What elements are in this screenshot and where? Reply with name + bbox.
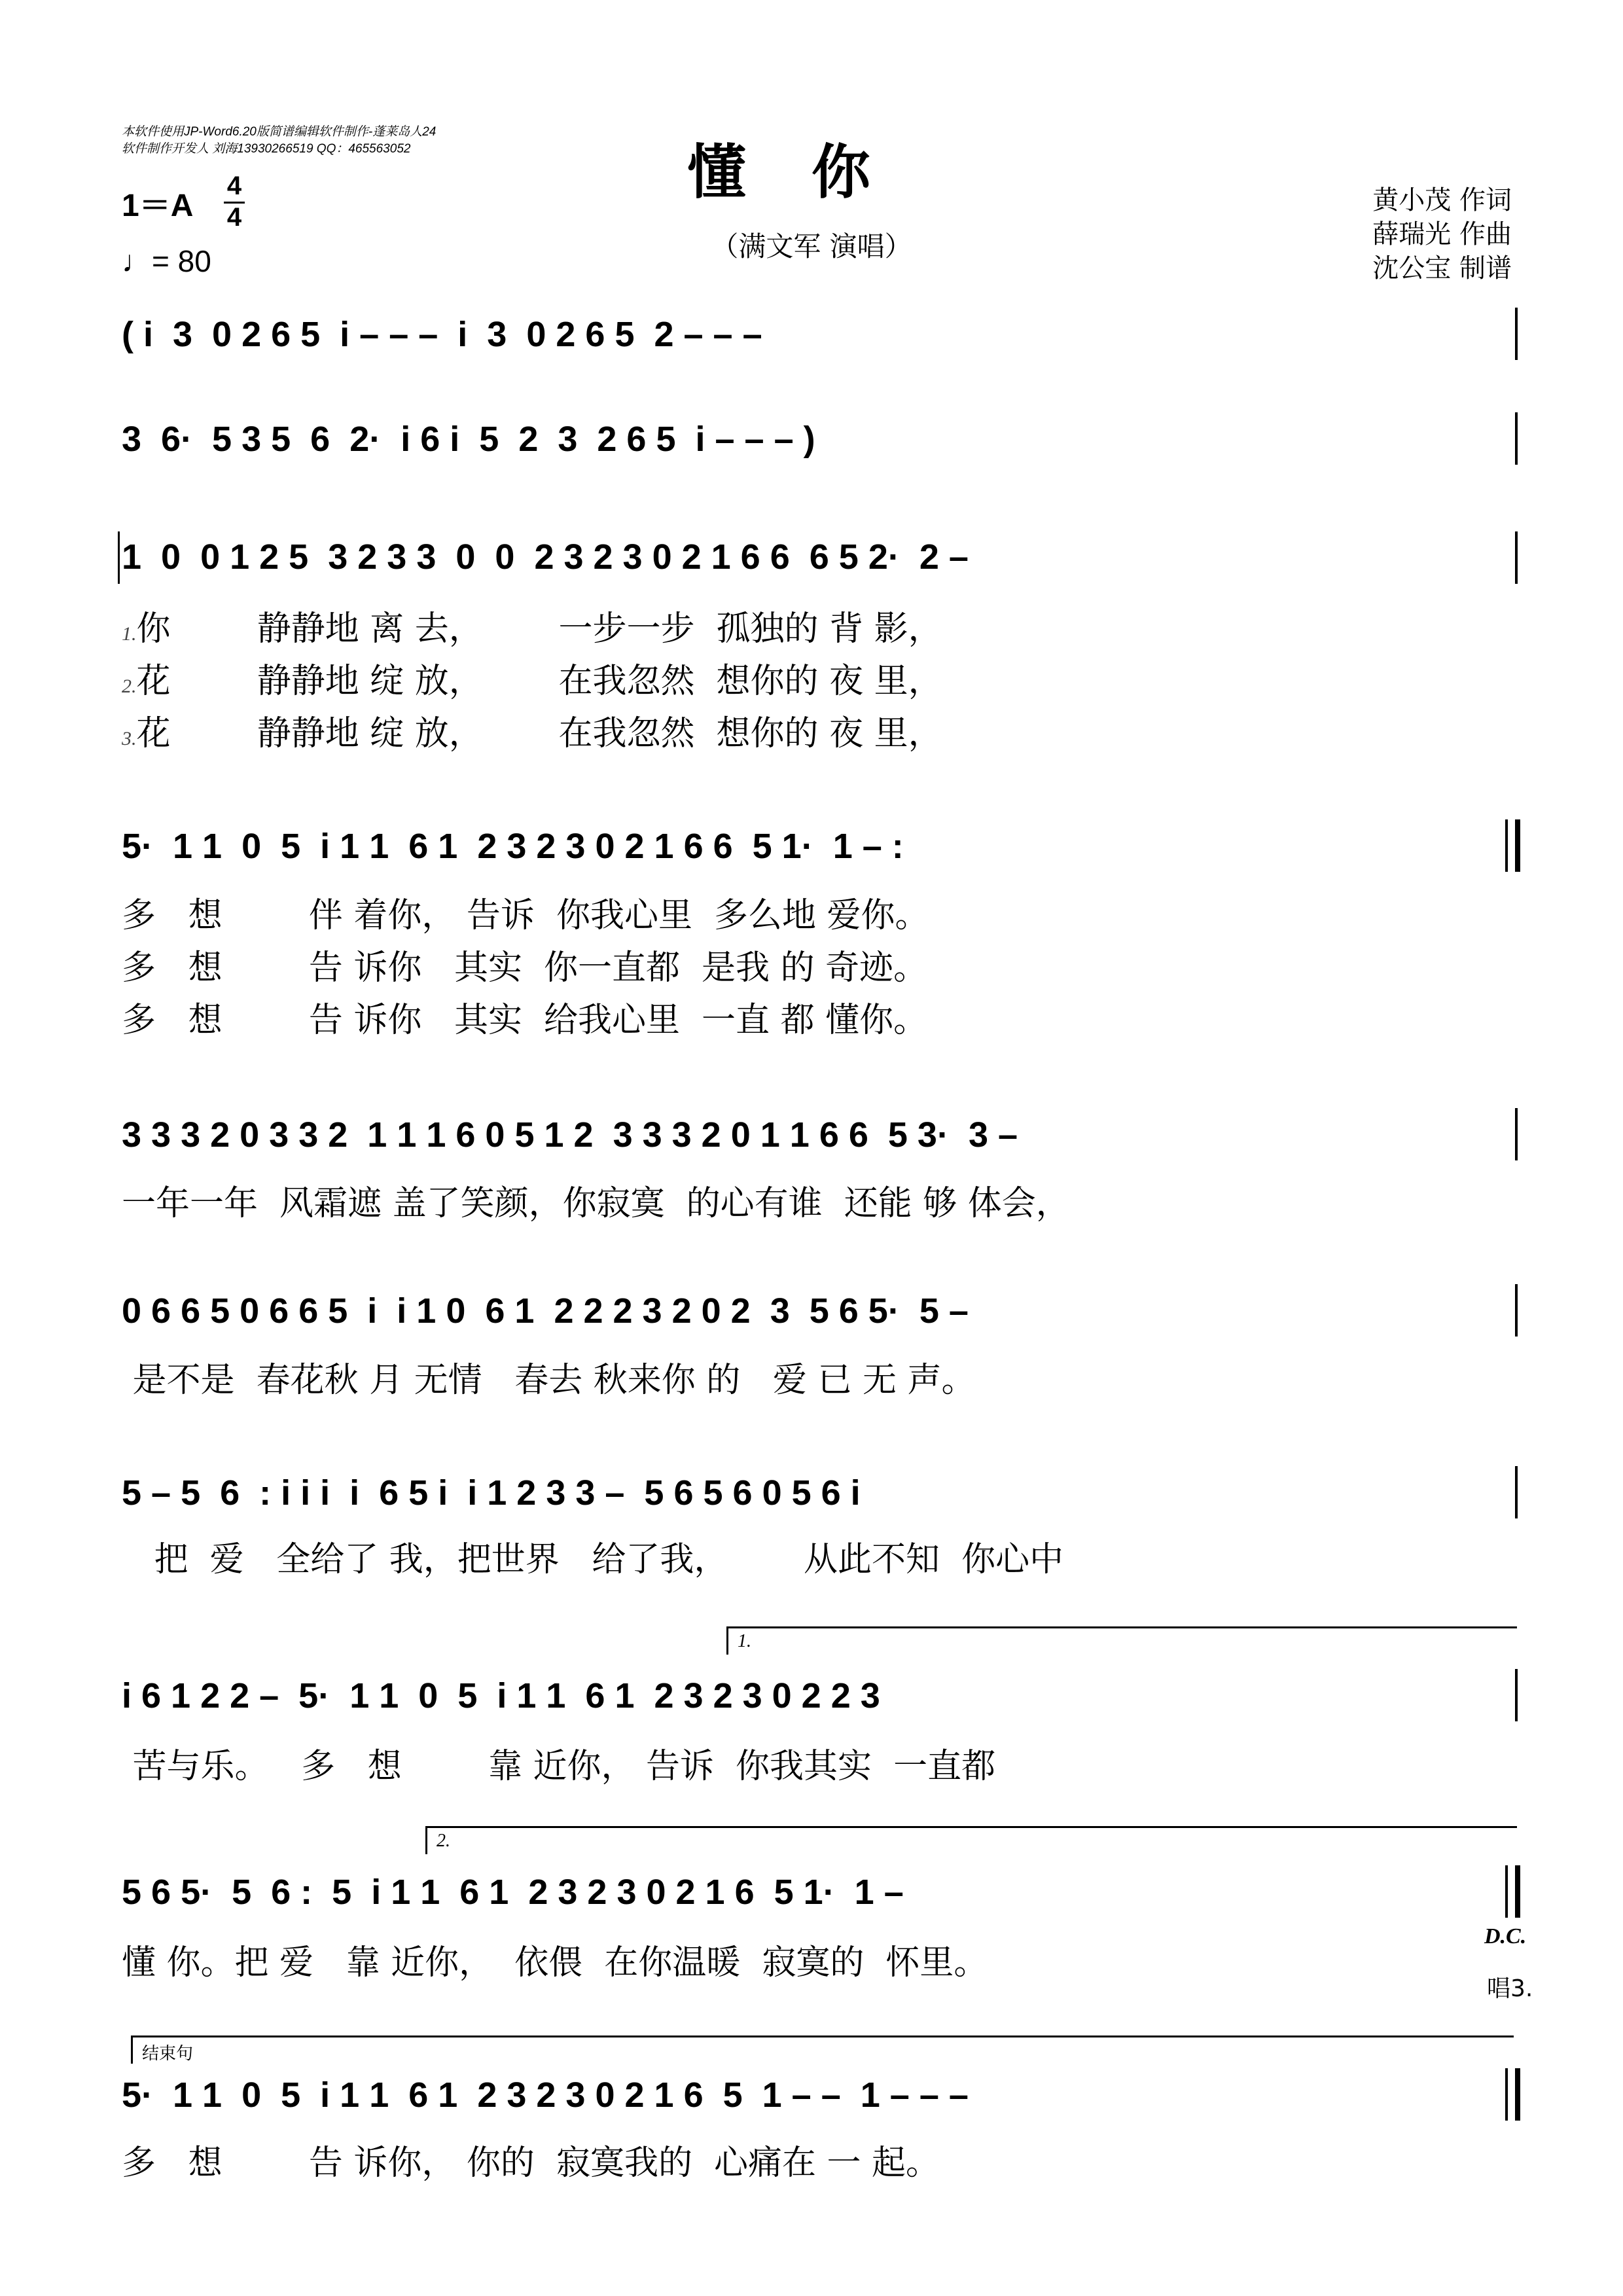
verse-number: 3.	[122, 728, 137, 749]
repeat-end-barline	[1505, 819, 1508, 872]
barline	[1515, 1466, 1518, 1518]
barline	[1515, 308, 1518, 360]
lyric-line: 多 想 伴 着你， 告诉 你我心里 多么地 爱你。	[122, 896, 929, 935]
final-barline	[1515, 2068, 1520, 2121]
verse-number: 1.	[122, 623, 137, 645]
credit-line-2: 软件制作开发人 刘海13930266519 QQ：465563052	[122, 142, 411, 156]
notation-row-9: 5 6 5· 5 6 : 5 i 1 1 6 1 2 3 2 3 0 2 1 6 5 1· 1 –	[122, 1873, 904, 1912]
notation-row-3: 1 0 0 1 2 5 3 2 3 3 0 0 2 3 2 3 0 2 1 6 6 6 5 2· 2 –	[122, 537, 969, 577]
lyric-line: 多 想 告 诉你 其实 给我心里 一直 都 懂你。	[122, 1001, 928, 1040]
barline	[1505, 1865, 1508, 1918]
lyric-text: 你 静静地 离 去， 一步一步 孤独的 背 影，	[136, 609, 942, 649]
volta-1-bracket	[726, 1626, 1517, 1655]
volta-1-label: 1.	[738, 1631, 751, 1651]
lyric-line: 多 想 告 诉你， 你的 寂寞我的 心痛在 一 起。	[122, 2144, 940, 2183]
barline	[1515, 412, 1518, 465]
lyric-line: 一年一年 风霜遮 盖了笑颜，你寂寞 的心有谁 还能 够 体会，	[122, 1184, 1070, 1223]
notation-row-4: 5· 1 1 0 5 i 1 1 6 1 2 3 2 3 0 2 1 6 6 5 1· 1 – :	[122, 827, 904, 866]
barline	[1515, 1669, 1518, 1721]
lyric-text: 花 静静地 绽 放， 在我忽然 想你的 夜 里，	[136, 662, 942, 701]
lyricist: 黄小茂 作词	[1372, 185, 1512, 215]
notation-row-6: 0 6 6 5 0 6 6 5 i i 1 0 6 1 2 2 2 3 2 0 2 3 5 6 5· 5 –	[122, 1291, 969, 1331]
credits-block	[1372, 183, 1512, 285]
time-signature-top: 4	[226, 171, 242, 200]
repeat-end-thick-barline	[1515, 819, 1520, 872]
notation-row-1: ( i 3 0 2 6 5 i – – – i 3 0 2 6 5 2 – – –	[122, 315, 762, 354]
coda-bracket	[131, 2036, 1514, 2064]
notation-row-8: i 6 1 2 2 – 5· 1 1 0 5 i 1 1 6 1 2 3 2 3 0 2 2 3	[122, 1676, 880, 1715]
song-subtitle: （满文军 演唱）	[711, 230, 912, 262]
barline	[1515, 1284, 1518, 1336]
verse-number: 2.	[122, 675, 137, 697]
lyric-line: 苦与乐。 多 想 靠 近你， 告诉 你我其实 一直都	[122, 1747, 996, 1786]
barline	[1515, 531, 1518, 584]
volta-2-bracket	[425, 1826, 1517, 1854]
lyric-verse-1	[122, 601, 942, 650]
credit-line-1: 本软件使用JP-Word6.20版简谱编辑软件制作-蓬莱岛人24	[122, 125, 437, 139]
time-signature-bottom: 4	[226, 203, 242, 232]
tempo-marking: ♩= 80	[122, 244, 211, 278]
lyric-line: 是不是 春花秋 月 无情 春去 秋来你 的 爱 已 无 声。	[122, 1361, 976, 1400]
lyric-line: 多 想 告 诉你 其实 你一直都 是我 的 奇迹。	[122, 948, 928, 988]
notation-row-10: 5· 1 1 0 5 i 1 1 6 1 2 3 2 3 0 2 1 6 5 1 – – 1 – – –	[122, 2075, 969, 2115]
final-barline	[1515, 1865, 1520, 1918]
notation-row-2: 3 6· 5 3 5 6 2· i 6 i 5 2 3 2 6 5 i – – – )	[122, 420, 815, 459]
sing-verse-3-marking: 唱3.	[1487, 1975, 1533, 2002]
notation-row-5: 3 3 3 2 0 3 3 2 1 1 1 6 0 5 1 2 3 3 3 2 0 1 1 6 6 5 3· 3 –	[122, 1115, 1018, 1155]
lyric-verse-3	[122, 706, 942, 755]
lyric-line: 把 爱 全给了 我，把世界 给了我， 从此不知 你心中	[122, 1540, 1064, 1579]
barline	[1515, 1108, 1518, 1160]
composer: 薛瑞光 作曲	[1372, 219, 1512, 249]
key-signature: 1＝A	[122, 188, 194, 223]
lyric-text: 花 静静地 绽 放， 在我忽然 想你的 夜 里，	[136, 714, 942, 753]
coda-label: 结束句	[142, 2044, 194, 2064]
arranger: 沈公宝 制谱	[1372, 253, 1512, 283]
lyric-line: 懂 你。把 爱 靠 近你， 依偎 在你温暖 寂寞的 怀里。	[122, 1943, 988, 1982]
repeat-start-barline	[118, 531, 120, 584]
barline	[1505, 2068, 1508, 2121]
dc-marking: D.C.	[1484, 1924, 1527, 1948]
lyric-verse-2	[122, 653, 942, 702]
volta-2-label: 2.	[437, 1831, 450, 1851]
song-title: 懂你	[687, 137, 936, 207]
notation-row-7: 5 – 5 6 : i i i i 6 5 i i 1 2 3 3 – 5 6 5 6 0 5 6 i	[122, 1473, 861, 1513]
